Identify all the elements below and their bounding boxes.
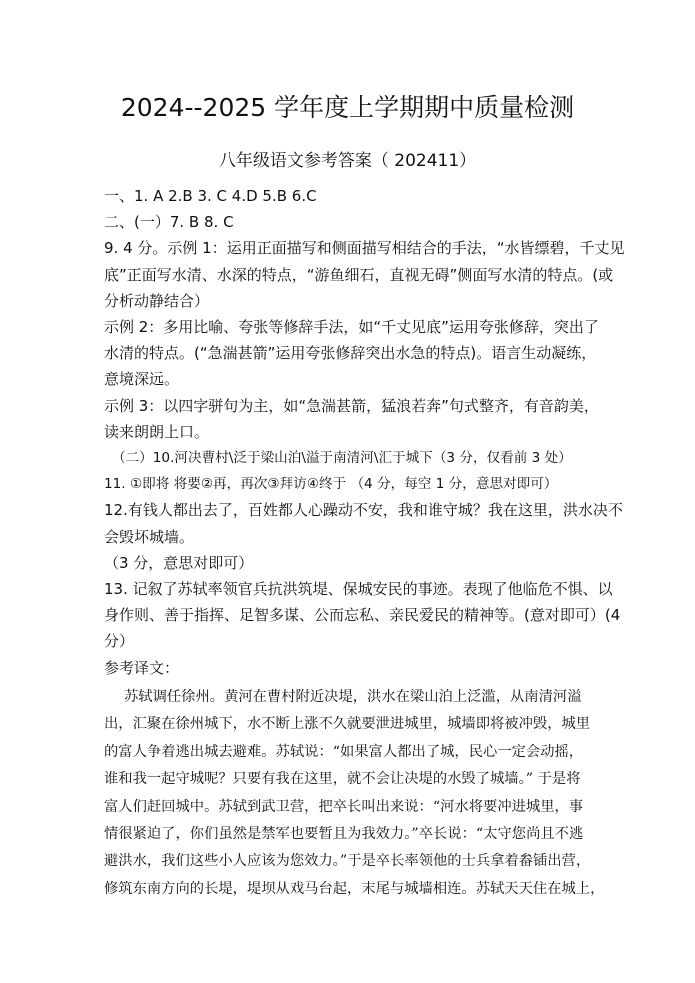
answer-line-q9-4: 示例 2：多用比喻、夸张等修辞手法，如“千丈见底”运用夸张修辞，突出了 xyxy=(104,318,599,337)
translation-line: 的富人争着逃出城去避难。苏轼说：“如果富人都出了城，民心一定会动摇， xyxy=(104,743,584,760)
answer-line-q9-2: 底”正面写水清、水深的特点，“游鱼细石，直视无碍”侧面写水清的特点。(或 xyxy=(104,265,614,284)
answer-line-choice-1: 一、1. A 2.B 3. C 4.D 5.B 6.C xyxy=(104,187,317,205)
translation-heading: 参考译文： xyxy=(104,658,180,677)
answer-line-q9-8: 读来朗朗上口。 xyxy=(104,422,210,441)
answer-line-choice-2: 二、(一）7. B 8. C xyxy=(104,213,234,232)
answer-line-q10: （二）10.河决曹村\泛于梁山泊\溢于南清河\汇于城下（3 分，仅看前 3 处） xyxy=(112,450,572,467)
translation-line: 谁和我一起守城呢？只要有我在这里，就不会让决堤的水毁了城墙。” 于是将 xyxy=(104,771,581,788)
translation-line: 苏轼调任徐州。黄河在曹村附近决堤，洪水在梁山泊上泛滥，从南清河溢 xyxy=(124,689,582,705)
answer-line-q9-6: 意境深远。 xyxy=(104,370,180,389)
answer-line-q12-2: 会毁坏城墙。 xyxy=(104,527,195,546)
answer-line-q9-1: 9. 4 分。示例 1：运用正面描写和侧面描写相结合的手法，“水皆缥碧，千丈见 xyxy=(104,239,625,258)
translation-line: 修筑东南方向的长堤，堤坝从戏马台起，末尾与城墙相连。苏轼天天住在城上， xyxy=(104,880,605,897)
answer-section xyxy=(104,183,628,681)
translation-line: 富人们赶回城中。苏轼到武卫营，把卒长叫出来说：“河水将要冲进城里，事 xyxy=(104,798,584,815)
translation-line: 避洪水，我们这些小人应该为您效力。”于是卒长率领他的士兵拿着畚锸出营， xyxy=(104,853,591,870)
translation-section xyxy=(104,684,628,903)
answer-line-q9-3: 分析动静结合） xyxy=(104,291,210,310)
answer-line-q12-1: 12.有钱人都出去了，百姓都人心躁动不安，我和谁守城？我在这里，洪水决不 xyxy=(104,501,623,520)
answer-line-q11: 11. ①即将 将要②再，再次③拜访④终于 （4 分，每空 1 分，意思对即可） xyxy=(104,476,558,493)
answer-line-q13-1: 13. 记叙了苏轼率领官兵抗洪筑堤、保城安民的事迹。表现了他临危不惧、以 xyxy=(104,580,613,599)
answer-line-q9-5: 水清的特点。(“急湍甚箭”运用夸张修辞突出水急的特点)。语言生动凝练， xyxy=(104,344,597,363)
answer-line-q13-2: 身作则、善于指挥、足智多谋、公而忘私、亲民爱民的精神等。(意对即可）(4 xyxy=(104,606,621,625)
answer-line-q13-3: 分） xyxy=(104,632,135,651)
page-title: 2024--2025 学年度上学期期中质量检测 xyxy=(120,93,575,122)
answer-line-q9-7: 示例 3：以四字骈句为主，如“急湍甚箭，猛浪若奔”句式整齐，有音韵美， xyxy=(104,396,599,415)
page-subtitle: 八年级语文参考答案（ 202411） xyxy=(218,151,477,171)
translation-line: 情很紧迫了，你们虽然是禁军也要暂且为我效力。”卒长说：“太守您尚且不逃 xyxy=(104,826,584,843)
translation-line: 出，汇聚在徐州城下，水不断上涨不久就要泄进城里，城墙即将被冲毁，城里 xyxy=(104,716,591,733)
answer-line-q12-3: （3 分，意思对即可） xyxy=(104,553,254,572)
